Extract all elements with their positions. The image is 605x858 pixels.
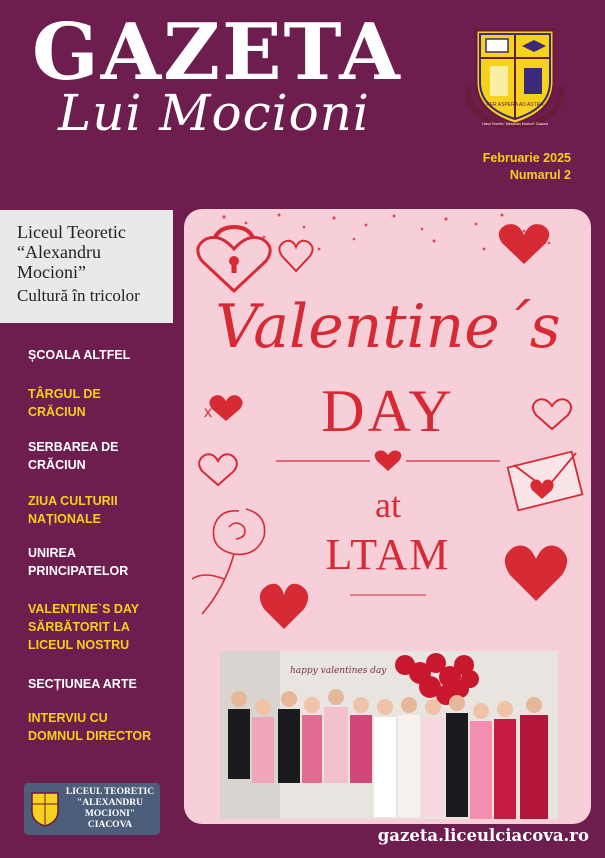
school-motto: Cultură în tricolor bbox=[17, 286, 140, 305]
heart-divider-icon bbox=[375, 451, 402, 472]
toc-item[interactable] bbox=[28, 600, 139, 654]
padlock-icon bbox=[198, 227, 270, 291]
issue-number: Numarul 2 bbox=[509, 168, 571, 182]
toc-item-line: ZIUA CULTURII bbox=[28, 494, 118, 508]
toc-item-line: SECȚIUNEA ARTE bbox=[28, 677, 137, 691]
toc-item-line: CRĂCIUN bbox=[28, 405, 86, 419]
toc-item-line: DOMNUL DIRECTOR bbox=[28, 729, 152, 743]
toc-item-line: ȘCOALA ALTFEL bbox=[28, 348, 131, 362]
toc-item[interactable] bbox=[28, 675, 137, 693]
toc-item[interactable] bbox=[28, 709, 151, 745]
toc-item-line: UNIREA bbox=[28, 546, 76, 560]
cover-script-title: Valentine´s bbox=[215, 292, 561, 362]
toc-item-line: PRINCIPATELOR bbox=[28, 564, 129, 578]
envelope-icon bbox=[508, 452, 583, 511]
heart-icon bbox=[533, 399, 571, 429]
heart-icon bbox=[505, 546, 567, 602]
crest-banner-text: Liceul Teoretic "Alexandru Mocioni" Ciacova bbox=[481, 122, 549, 126]
school-crest bbox=[466, 24, 564, 128]
rose-illustration bbox=[192, 509, 265, 614]
school-logo-badge[interactable] bbox=[24, 783, 160, 835]
masthead-subtitle: Lui Mocioni bbox=[58, 84, 370, 142]
heart-icon bbox=[260, 584, 308, 629]
school-logo-line: "ALEXANDRU bbox=[77, 798, 143, 808]
issue-info bbox=[483, 150, 571, 184]
crest-motto: PER ASPERA AD ASTRA bbox=[486, 102, 544, 108]
toc-item[interactable] bbox=[28, 346, 130, 364]
school-crest-small-icon bbox=[30, 791, 60, 827]
school-name-line: Liceul Teoretic bbox=[17, 222, 126, 242]
school-logo-text bbox=[62, 787, 158, 831]
school-name-line: Mocioni” bbox=[17, 262, 86, 282]
masthead-title: GAZETA bbox=[32, 7, 402, 98]
website-link[interactable]: gazeta.liceulciacova.ro bbox=[377, 826, 589, 845]
school-name bbox=[17, 222, 126, 282]
toc-item-line: INTERVIU CU bbox=[28, 711, 108, 725]
toc-item[interactable] bbox=[28, 438, 119, 474]
school-logo-line: LICEUL TEORETIC bbox=[65, 787, 155, 797]
cover-school: LTAM bbox=[325, 530, 451, 579]
toc-item[interactable] bbox=[28, 492, 118, 528]
cover-day: DAY bbox=[321, 378, 455, 444]
balloon-text: happy valentines day bbox=[290, 666, 387, 676]
toc-item-line: TÂRGUL DE bbox=[28, 387, 101, 401]
toc-item[interactable] bbox=[28, 544, 128, 580]
issue-date: Februarie 2025 bbox=[482, 151, 571, 165]
toc-item-line: VALENTINE`S DAY bbox=[28, 602, 140, 616]
toc-item-line: SĂRBĂTORIT LA bbox=[28, 620, 130, 634]
toc-item-line: LICEUL NOSTRU bbox=[28, 638, 130, 652]
school-logo-line: MOCIONI" bbox=[84, 809, 136, 819]
school-info-box bbox=[0, 210, 173, 323]
cover-at: at bbox=[375, 485, 401, 525]
toc-item-line: NAȚIONALE bbox=[28, 512, 101, 526]
school-logo-line: CIACOVA bbox=[87, 820, 133, 830]
heart-icon bbox=[209, 395, 242, 421]
heart-icon bbox=[199, 454, 237, 485]
school-name-line: “Alexandru bbox=[17, 242, 101, 262]
students-group-photo bbox=[220, 651, 558, 819]
toc-item-line: CRĂCIUN bbox=[28, 458, 86, 472]
toc-item[interactable] bbox=[28, 385, 101, 421]
xo-mark: x bbox=[204, 404, 212, 421]
toc-item-line: SERBAREA DE bbox=[28, 440, 119, 454]
heart-icon bbox=[279, 241, 312, 271]
